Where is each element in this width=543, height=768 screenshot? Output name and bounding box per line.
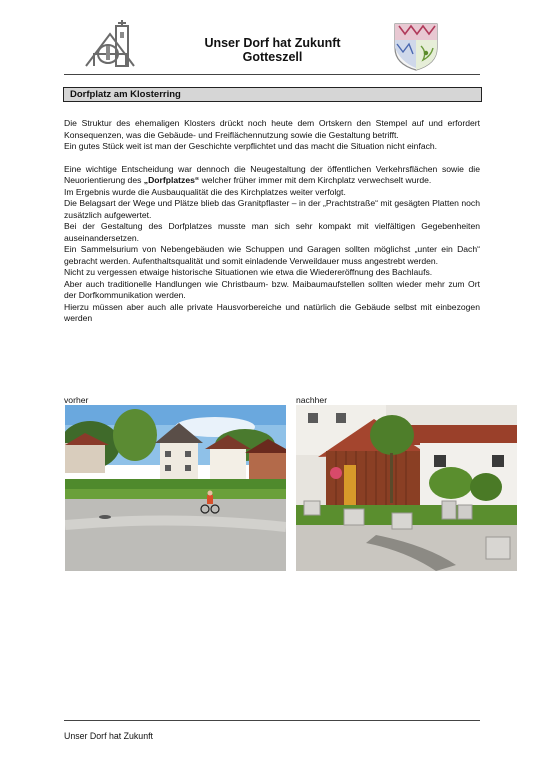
after-caption: nachher	[296, 395, 328, 405]
paragraph: Im Ergebnis wurde die Ausbauqualität die des Kirchplatzes weiter verfolgt.	[64, 186, 346, 197]
paragraph: Nicht zu vergessen etwaige historische Situationen wie etwa die Wiedereröffnung des Bachlaufs.	[64, 267, 433, 277]
document-subtitle: Gotteszell	[242, 50, 303, 64]
paragraph: Bei der Gestaltung des Dorfplatzes musste man sich sehr kompakt mit vielfältigen Gegebenheiten auseinandersetzen.	[64, 221, 480, 243]
emphasis-dorfplatz: „Dorfplatzes“	[143, 175, 200, 185]
paragraph: Die Belagsart der Wege und Plätze blieb das Granitpflaster – in der „Prachtstraße“ mit gesägten Platten noch zusätzlich aufgewertet.	[64, 198, 480, 220]
footer-divider	[64, 720, 480, 721]
before-photo	[65, 405, 286, 571]
paragraph: Ein Sammelsurium von Nebengebäuden wie Schuppen und Garagen sollten möglichst „unter ein Dach“ gebracht werden. Aufenthaltsqualität und somit einladende Verweildauer muss angestrebt werden.	[64, 244, 480, 266]
footer-text: Unser Dorf hat Zukunft	[64, 731, 153, 741]
document-title: Unser Dorf hat Zukunft	[204, 36, 341, 50]
coat-of-arms-icon	[393, 22, 439, 72]
section-heading-bar	[63, 87, 482, 102]
paragraph: Die Struktur des ehemaligen Klosters drückt noch heute dem Ortskern den Stempel auf und erfordert Konsequenzen, was die Gebäude- und Freiflächennutzung sowie die Gestaltung betrifft.	[64, 118, 480, 140]
before-caption: vorher	[64, 395, 89, 405]
header-divider	[64, 74, 480, 75]
paragraph: Hierzu müssen aber auch alle private Hausvorbereiche und natürlich die Gebäude selbst mit einbezogen werden	[64, 301, 480, 323]
after-photo	[296, 405, 517, 571]
body-text	[64, 118, 480, 325]
section-heading: Dorfplatz am Klosterring	[70, 89, 181, 100]
paragraph: Eine wichtige Entscheidung war dennoch die Neugestaltung der öffentlichen Verkehrsflächen sowie die Neuorientierung des „Dorfplatzes“ welcher früher immer mit dem Kirchplatz verwechselt wurde.	[64, 163, 480, 185]
paragraph: Ein gutes Stück weit ist man der Geschichte verpflichtet und das macht die Situation nicht einfach.	[64, 141, 438, 151]
monastery-emblem-icon	[80, 20, 140, 72]
paragraph: Aber auch traditionelle Handlungen wie Christbaum- bzw. Maibaumaufstellen sollten wieder mehr zum Ort der Dorfkommunikation werden.	[64, 278, 480, 300]
